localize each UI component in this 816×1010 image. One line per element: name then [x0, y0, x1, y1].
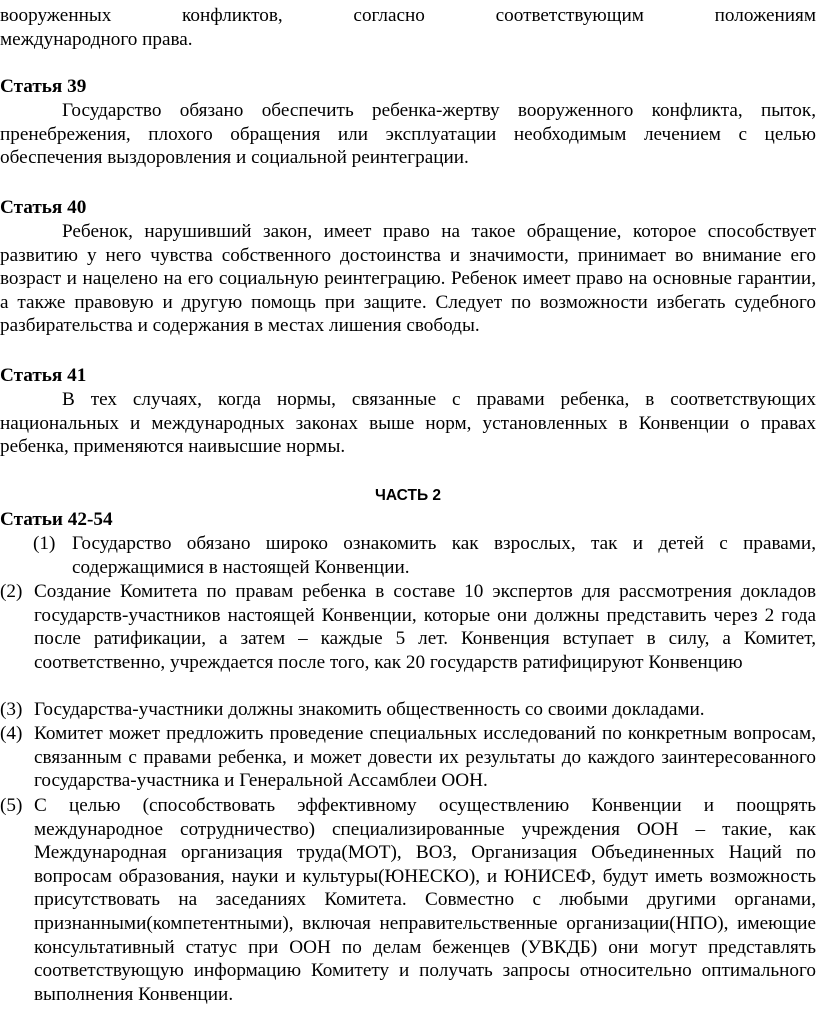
list-item-text-continued: содержащимися в настоящей Конвенции.: [72, 556, 410, 578]
article-40-heading: Статья 40: [0, 197, 87, 218]
intro-line-1: вооруженных конфликтов, согласно соответствующим положениям: [0, 5, 816, 26]
list-item-text: Государства-участники должны знакомить общественность со своими докладами.: [34, 699, 705, 720]
list-item-text: С целью (способствовать эффективному осуществлению Конвенции и поощрять международное сотрудничество) специализированные учреждения ООН – такие, как Международная организация труда(МОТ), ВОЗ, Организация Объединенных Наций по вопросам образования, науки и культуры(ЮНЕСКО), и ЮНИСЕФ, будут иметь возможность присутствовать на заседаниях Комитета. Совместно с любыми другими органами, признанными(компетентными), включая неправительственные организации(НПО), имеющие консультативный статус при ООН по делам беженцев (УВКДБ) они могут представлять соответствующую информацию Комитету и получать запросы относительно оптимального выполнения Конвенции.: [34, 795, 816, 1005]
list-item-number: (5): [0, 795, 23, 816]
list-item-number: (2): [0, 581, 23, 602]
part-2-title: ЧАСТЬ 2: [374, 487, 442, 504]
list-item-3: [0, 698, 816, 722]
article-41-text: В тех случаях, когда нормы, связанные с правами ребенка, в соответствующих национальных и международных законах выше норм, установленных в Конвенции о правах ребенка, применяются наивысшие нормы.: [0, 389, 816, 458]
article-39-text: Государство обязано обеспечить ребенка-жертву вооруженного конфликта, пыток, пренебрежения, плохого обращения или эксплуатации необходимым лечением с целью обеспечения выздоровления и социальной реинтеграции.: [0, 100, 816, 169]
list-item-2: [0, 580, 816, 698]
list-item-4: [0, 722, 816, 794]
intro-line-2: международного права.: [0, 29, 193, 50]
list-item-text: Создание Комитета по правам ребенка в составе 10 экспертов для рассмотрения докладов государств-участников настоящей Конвенции, которые они должны представить через 2 года после ратификации, а затем – каждые 5 лет. Конвенция вступает в силу, а Комитет, соответственно, учреждается после того, как 20 государств ратифицируют Конвенцию: [34, 581, 816, 673]
list-item-1: [0, 532, 816, 580]
list-item-number: (1): [33, 533, 56, 554]
articles-42-54-heading: Статьи 42-54: [0, 509, 113, 530]
list-item-5: [0, 794, 816, 1008]
article-41-heading: Статья 41: [0, 365, 87, 386]
list-item-text: Комитет может предложить проведение специальных исследований по конкретным вопросам, связанным с правами ребенка, и может довести их результаты до каждого заинтересованного государства-участника и Генеральной Ассамблеи ООН.: [34, 723, 816, 792]
list-item-number: (3): [0, 699, 23, 720]
article-39-heading: Статья 39: [0, 76, 87, 97]
list-item-number: (4): [0, 723, 23, 744]
article-40-text: Ребенок, нарушивший закон, имеет право на такое обращение, которое способствует развитию у него чувства собственного достоинства и значимости, принимает во внимание его возраст и нацелено на его социальную реинтеграцию. Ребенок имеет право на основные гарантии, а также правовую и другую помощь при защите. Следует по возможности избегать судебного разбирательства и содержания в местах лишения свободы.: [0, 221, 816, 337]
list-item-text: Государство обязано широко ознакомить как взрослых, так и детей с правами,: [72, 533, 816, 554]
